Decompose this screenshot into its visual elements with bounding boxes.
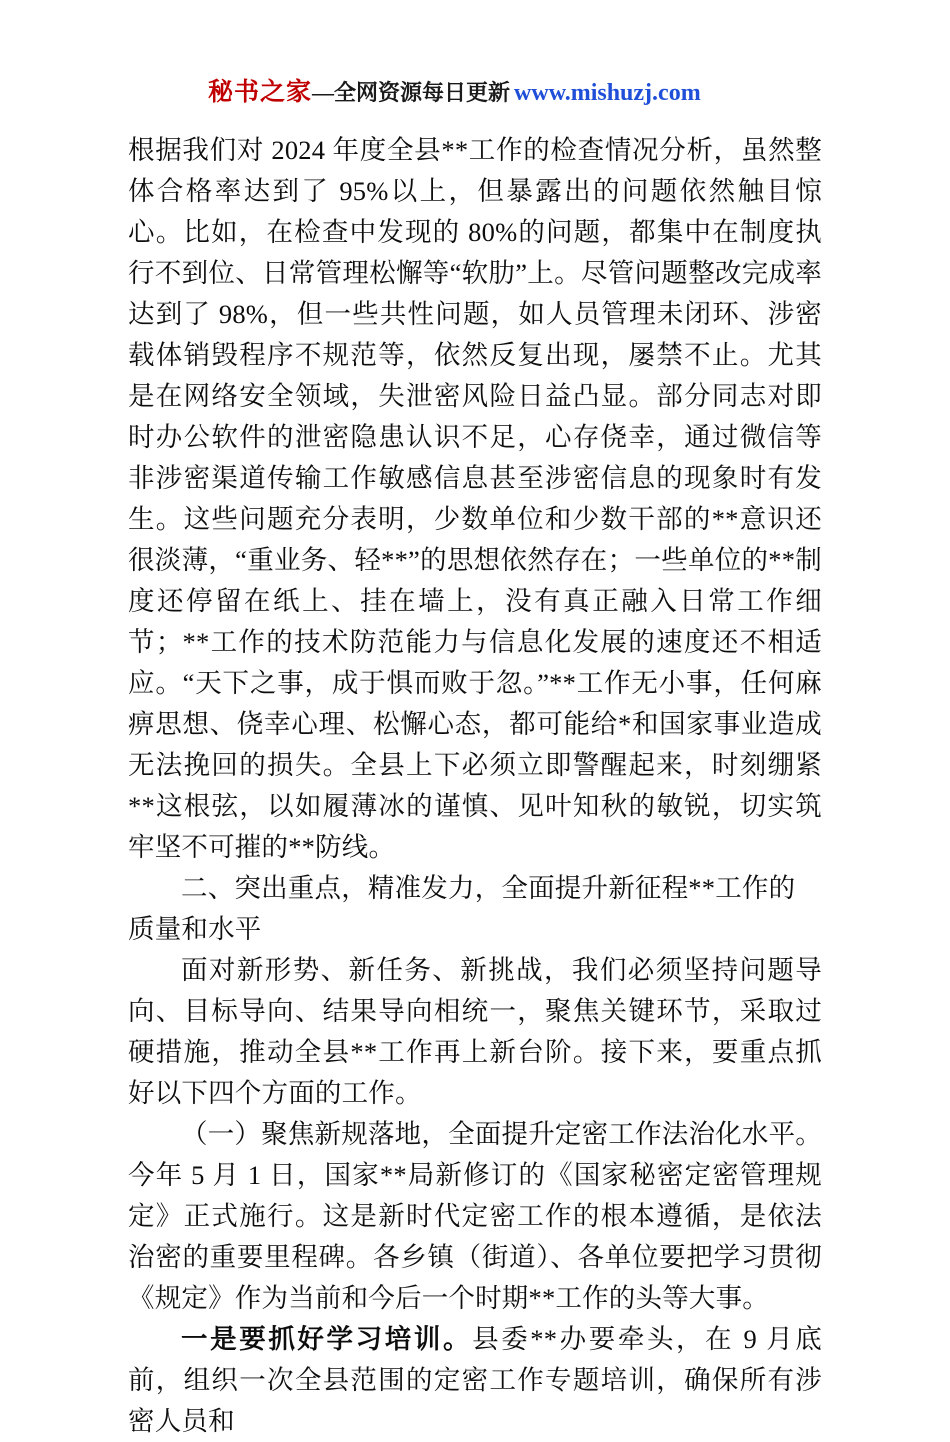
- document-body: [128, 130, 822, 1442]
- paragraph-new-situation: 面对新形势、新任务、新挑战，我们必须坚持问题导向、目标导向、结果导向相统一，聚焦关键环节，采取过硬措施，推动全县**工作再上新台阶。接下来，要重点抓好以下四个方面的工作。: [128, 955, 822, 1108]
- site-brand-name: 秘书之家: [208, 79, 313, 106]
- training-point-rest: 县委**办要牵头，在 9 月底前，组织一次全县范围的定密工作专题培训，确保所有涉密人员和: [128, 1324, 823, 1436]
- site-watermark-header: [208, 78, 822, 108]
- paragraph-subsection-one: （一）聚焦新规落地，全面提升定密工作法治化水平。今年 5 月 1 日，国家**局新修订的《国家秘密定密管理规定》正式施行。这是新时代定密工作的根本遵循，是依法治密的重要里程碑。各乡镇（街道）、各单位要把学习贯彻《规定》作为当前和今后一个时期**工作的头等大事。: [128, 1119, 822, 1313]
- training-point-lead: 一是要抓好学习培训。: [181, 1324, 473, 1354]
- document-page: [0, 78, 950, 1436]
- site-brand-tagline: —全网资源每日更新: [312, 80, 511, 105]
- section-heading-two-continued: 质量和水平: [128, 914, 262, 944]
- paragraph-training-point: [128, 1319, 822, 1442]
- site-url-link[interactable]: www.mishuzj.com: [514, 80, 701, 106]
- paragraph-analysis: 根据我们对 2024 年度全县**工作的检查情况分析，虽然整体合格率达到了 95%以上，但暴露出的问题依然触目惊心。比如，在检查中发现的 80%的问题，都集中在制度执行不到位、日常管理松懈等“软肋”上。尽管问题整改完成率达到了 98%，但一些共性问题，如人员管理未闭环、涉密载体销毁程序不规范等，依然反复出现，屡禁不止。尤其是在网络安全领域，失泄密风险日益凸显。部分同志对即时办公软件的泄密隐患认识不足，心存侥幸，通过微信等非涉密渠道传输工作敏感信息甚至涉密信息的现象时有发生。这些问题充分表明，少数单位和少数干部的**意识还很淡薄，“重业务、轻**”的思想依然存在；一些单位的**制度还停留在纸上、挂在墙上，没有真正融入日常工作细节；**工作的技术防范能力与信息化发展的速度还不相适应。“天下之事，成于惧而败于忽。”**工作无小事，任何麻痹思想、侥幸心理、松懈心态，都可能给*和国家事业造成无法挽回的损失。全县上下必须立即警醒起来，时刻绷紧**这根弦，以如履薄冰的谨慎、见叶知秋的敏锐，切实筑牢坚不可摧的**防线。: [128, 135, 822, 862]
- section-heading-two: 二、突出重点，精准发力，全面提升新征程**工作的: [181, 873, 796, 903]
